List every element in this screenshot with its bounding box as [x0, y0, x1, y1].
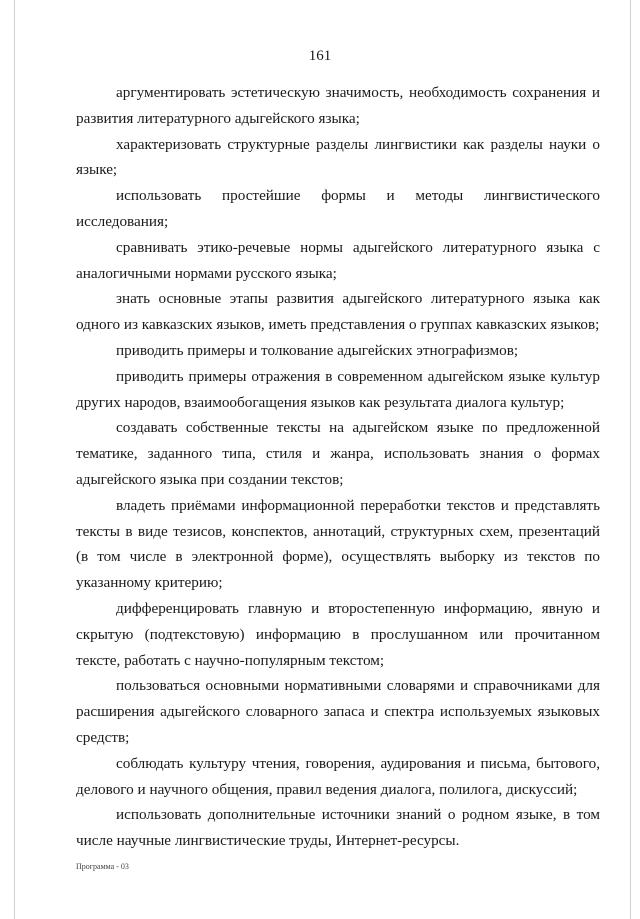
- paragraph-know-stages: знать основные этапы развития адыгейского литературного языка как одного из кавказских языков, иметь представления о группах кавказских языков;: [76, 290, 600, 334]
- paragraph-characterize: характеризовать структурные разделы лингвистики как разделы науки о языке;: [76, 135, 600, 179]
- paragraph-differentiate: дифференцировать главную и второстепенную информацию, явную и скрытую (подтекстовую) информацию в прослушанном или прочитанном тексте, работать с научно-популярным текстом;: [76, 599, 600, 669]
- paragraph-compare: сравнивать этико-речевые нормы адыгейского литературного языка с аналогичными нормами русского языка;: [76, 238, 600, 282]
- paragraph-processing: владеть приёмами информационной переработки текстов и представлять тексты в виде тезисов, конспектов, аннотаций, структурных схем, презентаций (в том числе в электронной форме), осуществлять выборку из текстов по указанному критерию;: [76, 496, 600, 592]
- paragraph-ethnographisms: приводить примеры и толкование адыгейских этнографизмов;: [116, 341, 519, 359]
- paragraph-reflection-cultures: приводить примеры отражения в современном адыгейском языке культур других народов, взаимообогащения языков как результата диалога культур;: [76, 367, 600, 411]
- paragraph-dictionaries: пользоваться основными нормативными словарями и справочниками для расширения адыгейского словарного запаса и спектра используемых языковых средств;: [76, 677, 600, 746]
- paragraph-argument: аргументировать эстетическую значимость, необходимость сохранения и развития литературного адыгейского языка;: [76, 84, 600, 127]
- paragraph-use-methods: использовать простейшие формы и методы лингвистического исследования;: [76, 187, 600, 230]
- document-body: [76, 80, 600, 854]
- paragraph-sources: использовать дополнительные источники знаний о родном языке, в том числе научные лингвистические труды, Интернет-ресурсы.: [76, 806, 600, 850]
- footer-program-label: Программа - 03: [76, 862, 129, 871]
- page-number: 161: [308, 48, 332, 64]
- paragraph-create-texts: создавать собственные тексты на адыгейском языке по предложенной тематике, заданного типа, стиля и жанра, использовать знания о формах адыгейского языка при создании текстов;: [76, 419, 600, 488]
- paragraph-culture: соблюдать культуру чтения, говорения, аудирования и письма, бытового, делового и научного общения, правил ведения диалога, полилога, дискуссий;: [76, 754, 600, 798]
- left-page-edge: [14, 0, 15, 919]
- right-page-edge: [630, 0, 631, 919]
